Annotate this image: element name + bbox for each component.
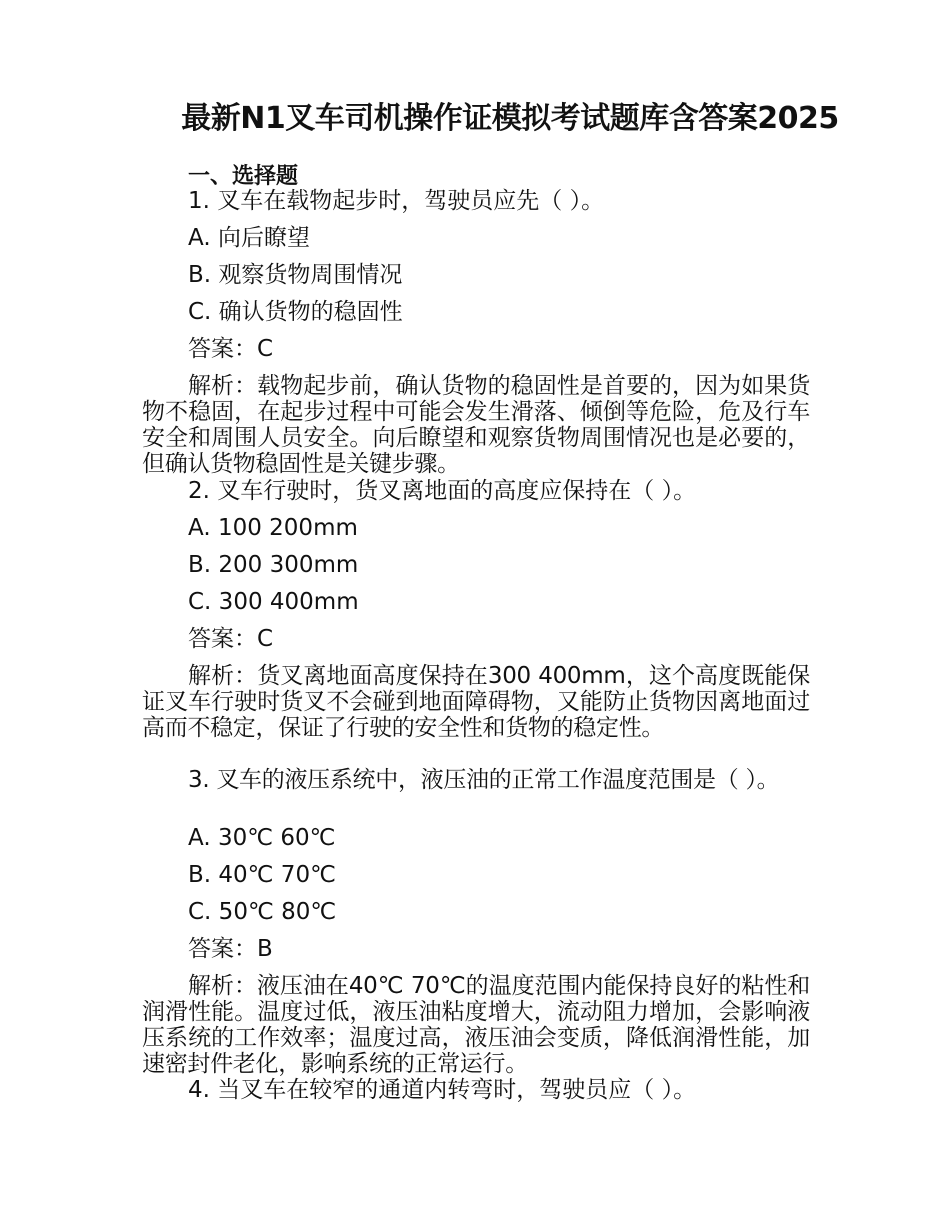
option-b: B. 200 300mm bbox=[188, 552, 359, 578]
answer: 答案：C bbox=[188, 336, 274, 362]
option-c: C. 确认货物的稳固性 bbox=[188, 299, 403, 325]
analysis: 解析：液压油在40℃ 70℃的温度范围内能保持良好的粘性和润滑性能。温度过低，液压油粘度增大，流动阻力增加，会影响液压系统的工作效率；温度过高，液压油会变质，降低润滑性能，加速密封件老化，影响系统的正常运行。 bbox=[142, 973, 810, 1077]
question-stem: 4. 当叉车在较窄的通道内转弯时，驾驶员应（ ）。 bbox=[188, 1077, 697, 1103]
answer: 答案：B bbox=[188, 936, 273, 962]
option-c: C. 50℃ 80℃ bbox=[188, 899, 337, 925]
question-stem: 1. 叉车在载物起步时，驾驶员应先（ ）。 bbox=[188, 188, 605, 214]
section-heading: 一、选择题 bbox=[188, 164, 299, 189]
analysis: 解析：货叉离地面高度保持在300 400mm，这个高度既能保证叉车行驶时货叉不会碰到地面障碍物，又能防止货物因离地面过高而不稳定，保证了行驶的安全性和货物的稳定性。 bbox=[142, 663, 810, 741]
option-a: A. 向后瞭望 bbox=[188, 225, 310, 251]
answer: 答案：C bbox=[188, 626, 274, 652]
analysis: 解析：载物起步前，确认货物的稳固性是首要的，因为如果货物不稳固，在起步过程中可能会发生滑落、倾倒等危险，危及行车安全和周围人员安全。向后瞭望和观察货物周围情况也是必要的，但确认货物稳固性是关键步骤。 bbox=[142, 373, 810, 477]
option-c: C. 300 400mm bbox=[188, 589, 359, 615]
option-b: B. 观察货物周围情况 bbox=[188, 262, 403, 288]
question-stem: 2. 叉车行驶时，货叉离地面的高度应保持在（ ）。 bbox=[188, 478, 697, 504]
option-b: B. 40℃ 70℃ bbox=[188, 862, 336, 888]
option-a: A. 30℃ 60℃ bbox=[188, 825, 336, 851]
option-a: A. 100 200mm bbox=[188, 515, 358, 541]
question-stem: 3. 叉车的液压系统中，液压油的正常工作温度范围是（ ）。 bbox=[188, 767, 780, 793]
document-title: 最新N1叉车司机操作证模拟考试题库含答案2025 bbox=[181, 101, 839, 136]
